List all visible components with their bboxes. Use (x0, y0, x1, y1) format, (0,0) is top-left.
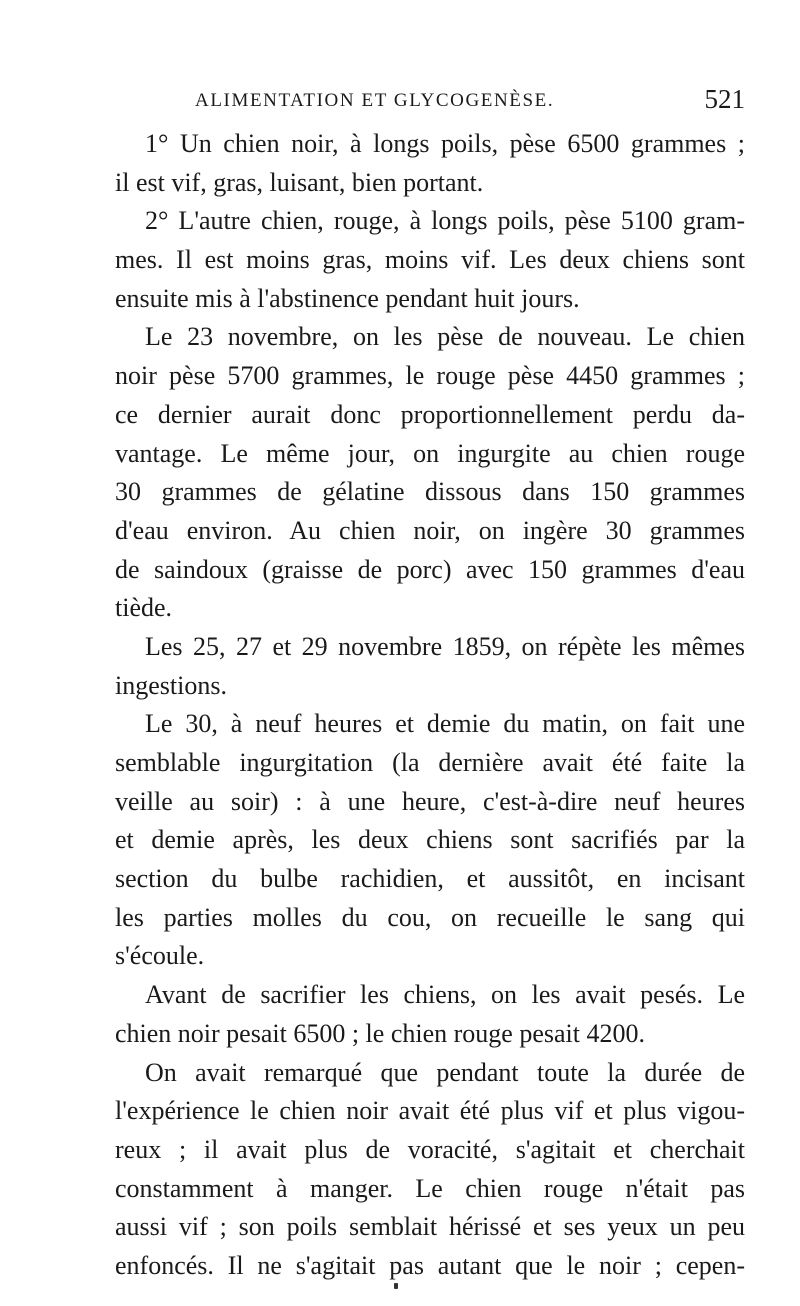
text-line: section du bulbe rachidien, et aussitôt, en incisant (115, 864, 745, 894)
text-line: 2° L'autre chien, rouge, à longs poils, pèse 5100 gram- (145, 206, 745, 236)
text-line: il est vif, gras, luisant, bien portant. (115, 167, 484, 197)
page-number: 521 (704, 84, 745, 114)
text-line: l'expérience le chien noir avait été plus vif et plus vigou- (115, 1096, 745, 1126)
text-line: Les 25, 27 et 29 novembre 1859, on répète les mêmes (145, 631, 745, 661)
text-line: Le 30, à neuf heures et demie du matin, on fait une (145, 709, 745, 739)
text-line: ce dernier aurait donc proportionnellement perdu da- (115, 399, 745, 429)
text-line: Avant de sacrifier les chiens, on les avait pesés. Le (145, 980, 745, 1010)
text-line: veille au soir) : à une heure, c'est-à-dire neuf heures (115, 786, 745, 816)
text-line: reux ; il avait plus de voracité, s'agitait et cherchait (115, 1134, 745, 1164)
ink-speck (394, 1283, 398, 1289)
text-line: mes. Il est moins gras, moins vif. Les deux chiens sont (115, 245, 745, 275)
text-line: ingestions. (115, 670, 227, 700)
page-header (195, 84, 745, 118)
text-line: les parties molles du cou, on recueille le sang qui (115, 902, 745, 932)
text-line: tiède. (115, 593, 173, 623)
text-line: enfoncés. Il ne s'agitait pas autant que le noir ; cepen- (115, 1250, 745, 1280)
body-text (115, 125, 745, 1286)
text-line: ensuite mis à l'abstinence pendant huit jours. (115, 283, 580, 313)
text-line: noir pèse 5700 grammes, le rouge pèse 4450 grammes ; (115, 361, 745, 391)
text-line: vantage. Le même jour, on ingurgite au chien rouge (115, 438, 745, 468)
running-title: ALIMENTATION ET GLYCOGENÈSE. (195, 90, 555, 111)
text-line: d'eau environ. Au chien noir, on ingère 30 grammes (115, 515, 745, 545)
text-line: semblable ingurgitation (la dernière avait été faite la (115, 748, 745, 777)
text-line: On avait remarqué que pendant toute la durée de (145, 1057, 745, 1087)
text-line: Le 23 novembre, on les pèse de nouveau. Le chien (145, 322, 745, 352)
text-line: s'écoule. (115, 941, 205, 971)
text-line: aussi vif ; son poils semblait hérissé et ses yeux un peu (115, 1212, 745, 1242)
text-line: 1° Un chien noir, à longs poils, pèse 6500 grammes ; (145, 129, 745, 158)
text-line: 30 grammes de gélatine dissous dans 150 grammes (115, 477, 745, 507)
text-line: constamment à manger. Le chien rouge n'était pas (115, 1173, 745, 1203)
text-line: chien noir pesait 6500 ; le chien rouge pesait 4200. (115, 1018, 645, 1048)
text-line: et demie après, les deux chiens sont sacrifiés par la (115, 825, 745, 855)
text-line: de saindoux (graisse de porc) avec 150 grammes d'eau (115, 554, 745, 584)
